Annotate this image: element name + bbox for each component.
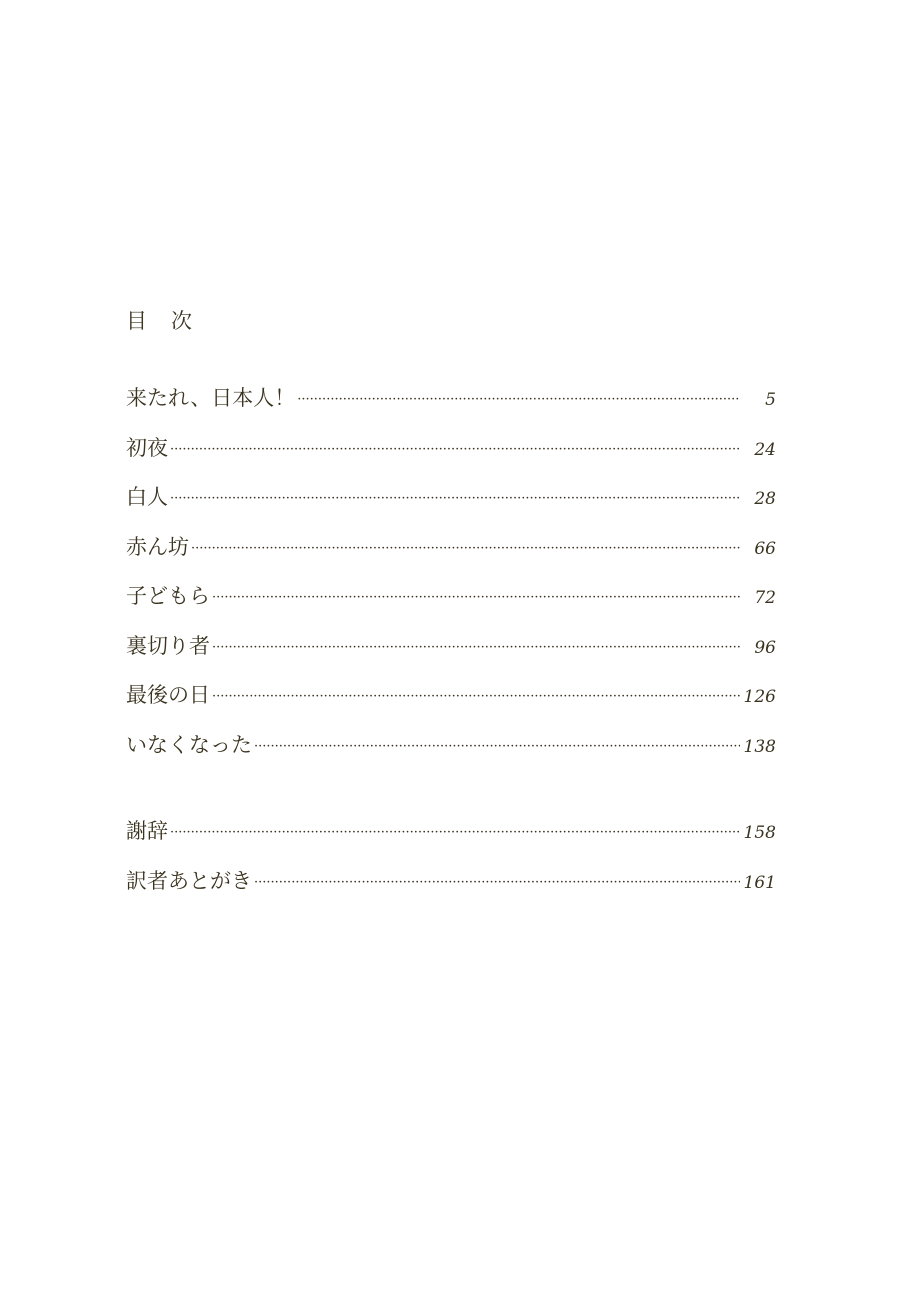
toc-entry[interactable] <box>126 482 776 532</box>
toc-entry[interactable] <box>126 816 776 866</box>
dot-leader <box>191 534 740 564</box>
toc-entry-title: 赤ん坊 <box>126 534 189 559</box>
toc-entry-title: いなくなった <box>126 732 252 757</box>
toc-entry-page: 138 <box>743 736 776 757</box>
toc-heading-part1: 目 <box>126 309 147 333</box>
toc-entry[interactable] <box>126 532 776 582</box>
toc-entry[interactable] <box>126 730 776 780</box>
toc-entry-title: 来たれ、日本人！ <box>126 386 296 410</box>
toc-entry[interactable] <box>126 866 776 916</box>
toc-entry[interactable] <box>126 581 776 631</box>
toc-main-list <box>126 383 776 779</box>
toc-heading-part2: 次 <box>171 309 192 333</box>
toc-entry-title: 初夜 <box>126 435 168 460</box>
toc-entry[interactable] <box>126 631 776 681</box>
toc-entry-page: 66 <box>754 538 776 559</box>
dot-leader <box>297 385 740 415</box>
dot-leader <box>212 583 740 613</box>
toc-entry-page: 161 <box>743 872 776 893</box>
toc-entry-page: 158 <box>743 823 776 843</box>
dot-leader <box>170 818 740 848</box>
toc-entry-title: 子どもら <box>126 584 210 608</box>
dot-leader <box>170 435 740 465</box>
toc-entry-title: 訳者あとがき <box>126 868 252 893</box>
toc-entry-title: 裏切り者 <box>126 633 210 658</box>
dot-leader <box>254 732 740 762</box>
toc-entry-title: 白人 <box>126 485 168 509</box>
toc-entry-page: 24 <box>754 439 776 460</box>
toc-entry-page: 5 <box>765 390 776 410</box>
toc-entry-page: 126 <box>743 687 776 707</box>
toc-entry-page: 28 <box>754 489 776 509</box>
toc-entry[interactable] <box>126 433 776 483</box>
toc-heading <box>126 306 192 336</box>
toc-entry-title: 謝辞 <box>126 819 168 843</box>
toc-entry-title: 最後の日 <box>126 683 210 707</box>
dot-leader <box>170 484 740 514</box>
toc-entry[interactable] <box>126 383 776 433</box>
dot-leader <box>212 682 740 712</box>
toc-entry-page: 72 <box>754 588 776 608</box>
dot-leader <box>212 633 740 663</box>
toc-entry-page: 96 <box>754 637 776 658</box>
dot-leader <box>254 868 740 898</box>
toc-back-matter-list <box>126 816 776 915</box>
toc-entry[interactable] <box>126 680 776 730</box>
